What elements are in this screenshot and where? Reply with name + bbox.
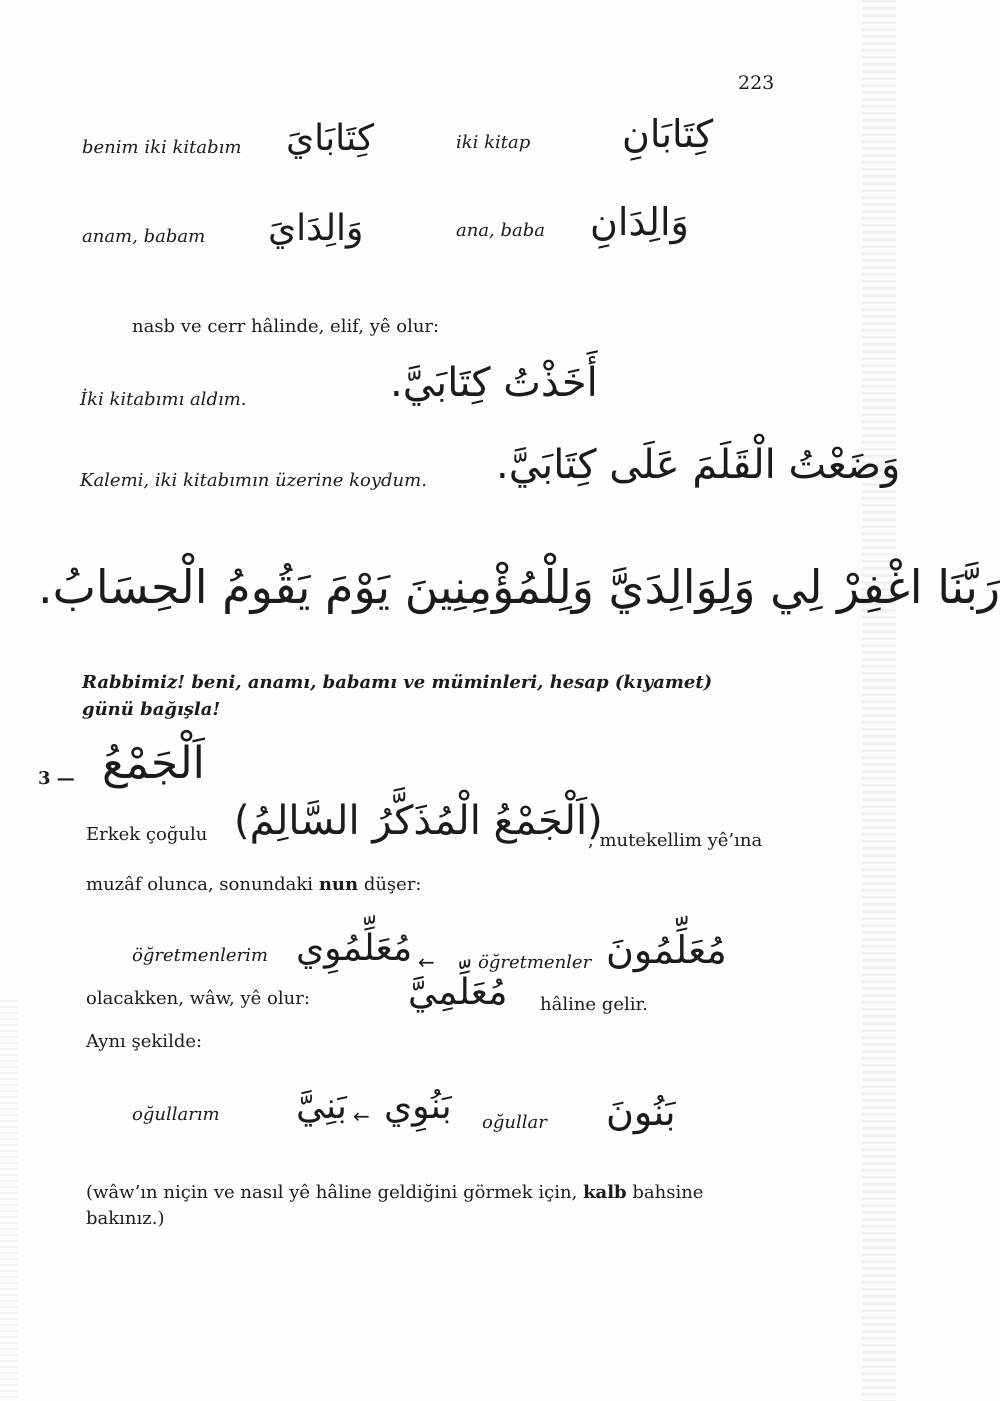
pair1-right-turkish: iki kitap — [456, 132, 531, 153]
example1-arabic: أَخَذْتُ كِتَابَيَّ. — [390, 360, 598, 406]
pair2-right-arabic: وَالِدَانِ — [590, 200, 689, 244]
example3-right-arabic: مُعَلِّمُونَ — [606, 928, 727, 972]
pair1-right-arabic: كِتَابَانِ — [622, 112, 714, 156]
example2-turkish: Kalemi, iki kitabımın üzerine koydum. — [80, 470, 427, 491]
note-kalb: kalb — [583, 1182, 627, 1203]
section3-arabic-term: (اَلْجَمْعُ الْمُذَكَّرُ السَّالِمُ) — [234, 798, 603, 844]
section-number: 3 — — [38, 768, 75, 789]
section3-line2-a: muzâf olunca, sonundaki — [86, 874, 314, 895]
same-way-label: Aynı şekilde: — [86, 1031, 203, 1052]
example4-left-arabic-1: بَنِيَّ — [296, 1086, 347, 1127]
note-line1-a: (wâw’ın niçin ve nasıl yê hâline geldiğini görmek için, — [86, 1182, 578, 1203]
example4-right-arabic: بَنُونَ — [606, 1090, 676, 1134]
example3-line-b: hâline gelir. — [540, 994, 648, 1015]
pair2-left-arabic: وَالِدَايَ — [268, 208, 364, 249]
verse-translation-line1: Rabbimiz! beni, anamı, babamı ve müminleri, hesap (kıyamet) — [82, 672, 713, 693]
verse-arabic: رَبَّنَا اغْفِرْ لِي وَلِوَالِدَيَّ وَلِلْمُؤْمِنِينَ يَوْمَ يَقُومُ الْحِسَابُ. — [38, 560, 1000, 614]
example1-turkish: İki kitabımı aldım. — [80, 389, 247, 410]
note-line1 — [86, 1182, 703, 1203]
pair1-left-arabic: كِتَابَايَ — [286, 118, 375, 159]
example2-arabic: وَضَعْتُ الْقَلَمَ عَلَى كِتَابَيَّ. — [496, 442, 901, 488]
section-heading-arabic: اَلْجَمْعُ — [102, 738, 205, 789]
section3-line2-b: düşer: — [363, 874, 422, 895]
example4-left-arabic-2: بَنُوِي — [384, 1086, 452, 1127]
verse-translation-line2: günü bağışla! — [82, 699, 221, 720]
example3-left-turkish: öğretmenlerim — [132, 945, 269, 966]
page-edge-scan-noise — [0, 1000, 18, 1401]
pair2-left-turkish: anam, babam — [82, 226, 206, 247]
example3-line-a: olacakken, wâw, yê olur: — [86, 988, 310, 1009]
note-line2: bakınız.) — [86, 1208, 165, 1229]
page-edge-scan-shadow — [862, 0, 896, 1401]
example4-left-turkish: oğullarım — [132, 1104, 220, 1125]
example3-line-arabic: مُعَلِّمِيَّ — [408, 972, 508, 1013]
section3-text-a: Erkek çoğulu — [86, 824, 208, 845]
page-number: 223 — [738, 72, 775, 94]
example4-arrow-icon: ← — [353, 1104, 370, 1128]
example3-arrow-icon: ← — [418, 950, 435, 974]
example4-right-turkish: oğullar — [482, 1112, 547, 1133]
section3-text-b: , mutekellim yê’ına — [588, 830, 763, 851]
section3-nun: nun — [318, 874, 359, 895]
section3-line2 — [86, 874, 422, 895]
rule-nasb-cerr: nasb ve cerr hâlinde, elif, yê olur: — [132, 316, 440, 337]
example3-right-turkish: öğretmenler — [478, 952, 592, 973]
note-line1-b: bahsine — [632, 1182, 704, 1203]
pair1-left-turkish: benim iki kitabım — [82, 137, 242, 158]
pair2-right-turkish: ana, baba — [456, 220, 546, 241]
example3-left-arabic: مُعَلِّمُوِي — [296, 928, 413, 969]
